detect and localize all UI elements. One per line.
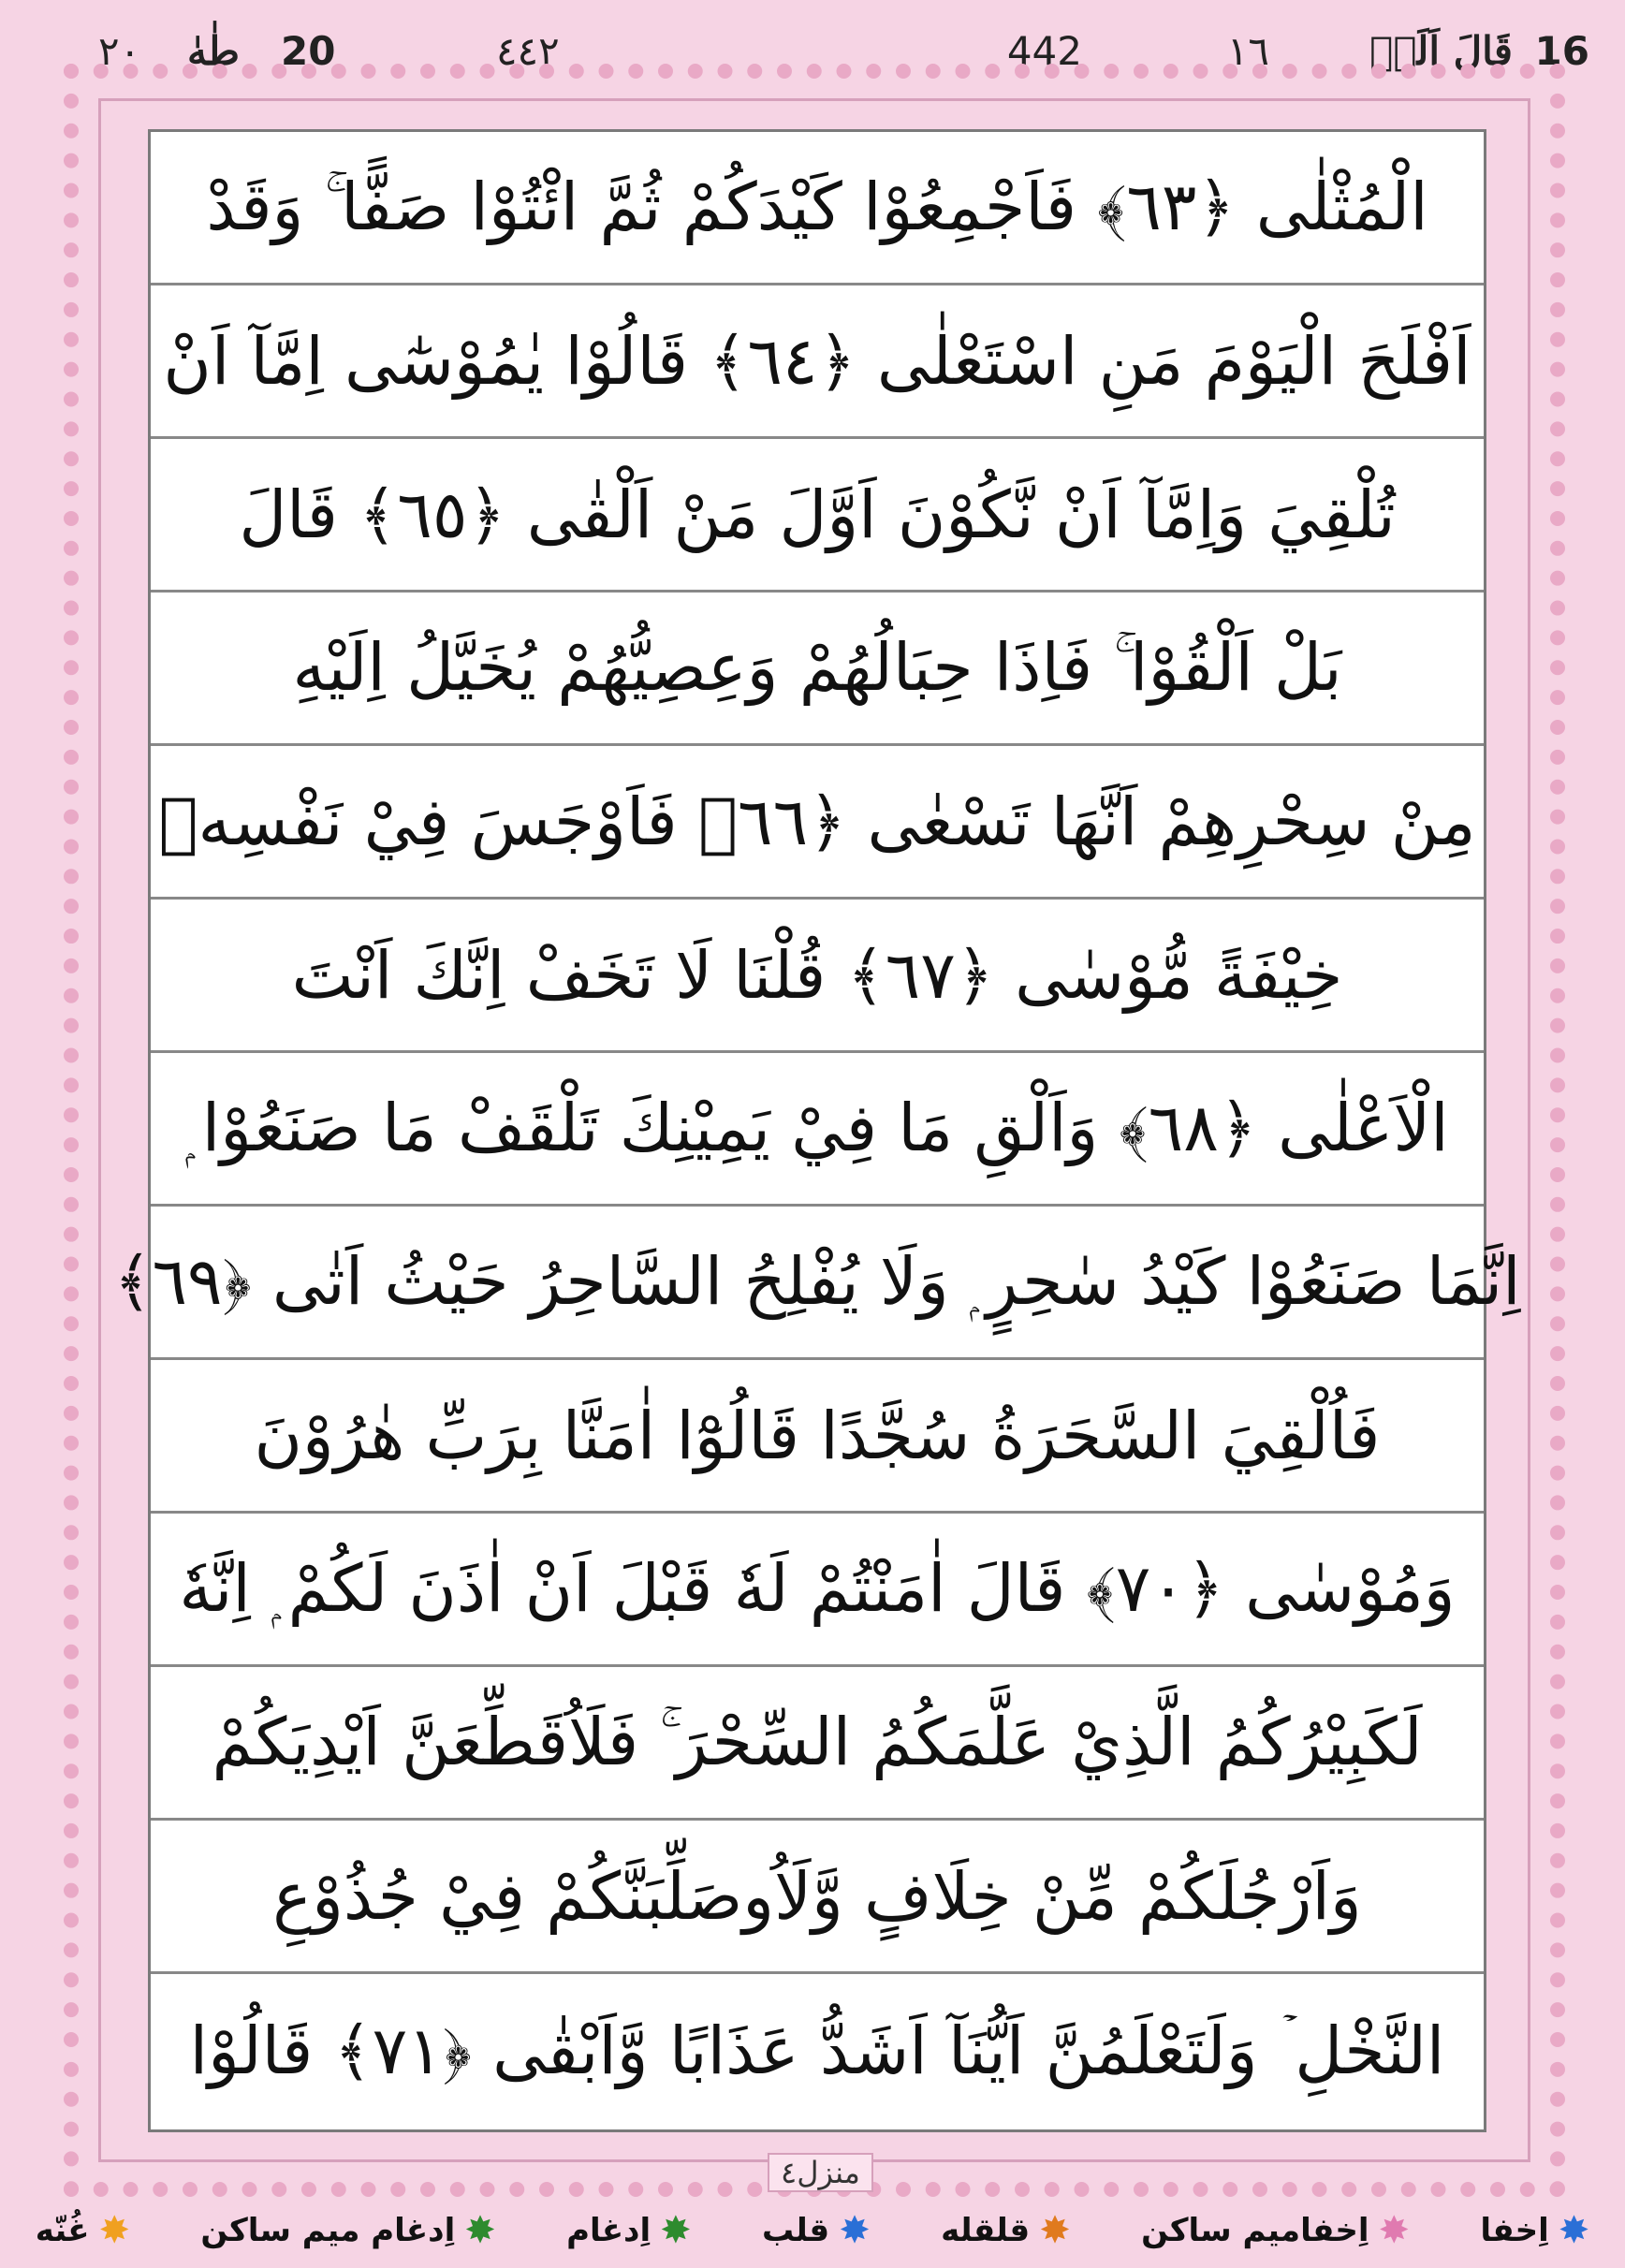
legend-item: [941, 2209, 1071, 2252]
verse-line: النَّخْلِ ۡ وَلَتَعْلَمُنَّ اَيُّنَآ اَشَدُّ عَذَابًا وَّاَبْقٰى ﴿٧١﴾ قَالُوْا: [189, 2012, 1445, 2089]
legend-label: اِدغام میم ساکن: [200, 2212, 456, 2249]
juz-number-arabic: ١٦: [1226, 28, 1269, 74]
verse-line: تُلْقِيَ وَاِمَّآ اَنْ نَّكُوْنَ اَوَّلَ مَنْ اَلْقٰى ﴿٦٥﴾ قَالَ: [151, 439, 1484, 593]
legend-label: اِدغام: [566, 2212, 651, 2249]
verse-line: اِنَّمَا صَنَعُوْا كَيْدُ سٰحِرٍ ۭ وَلَا يُفْلِحُ السَّاحِرُ حَيْثُ اَتٰى ﴿٦٩﴾: [151, 1207, 1484, 1360]
page-header: [0, 0, 1625, 103]
decorative-border: [98, 98, 1530, 2162]
page-number: 442: [1006, 28, 1082, 74]
verse-line: الْمُثْلٰى ﴿٦٣﴾ فَاَجْمِعُوْا كَيْدَكُمْ ثُمَّ ائْتُوْا صَفًّا ۚ وَقَدْ: [151, 132, 1484, 285]
legend-label: اِخفامیم ساکن: [1141, 2212, 1369, 2249]
verse-line: فَاُلْقِيَ السَّحَرَةُ سُجَّدًا قَالُوْٓا اٰمَنَّا بِرَبِّ هٰرُوْنَ: [151, 1360, 1484, 1514]
surah-number-arabic: ٢٠: [98, 28, 141, 74]
legend-item: [200, 2209, 496, 2252]
surah-number: 20: [281, 28, 336, 74]
page-number-arabic: ٤٤٢: [496, 28, 560, 74]
juz-number: 16: [1534, 28, 1589, 74]
legend-item: [1480, 2209, 1590, 2252]
star-icon: ✸: [1378, 2209, 1411, 2252]
juz-name: قَالَ اَلَمۡ: [1369, 28, 1513, 74]
legend-label: اِخفا: [1480, 2212, 1549, 2249]
manzil-label: منزل٤: [768, 2153, 873, 2192]
legend-label: قلب: [762, 2212, 830, 2249]
verse-line: خِيْفَةً مُّوْسٰى ﴿٦٧﴾ قُلْنَا لَا تَخَفْ اِنَّكَ اَنْتَ: [151, 900, 1484, 1053]
verse-line: وَاَرْجُلَكُمْ مِّنْ خِلَافٍ وَّلَاُوصَلِّبَنَّكُمْ فِيْ جُذُوْعِ: [151, 1821, 1484, 1974]
surah-name: طٰهٰ: [187, 28, 240, 74]
star-icon: ✸: [98, 2209, 131, 2252]
star-icon: ✸: [464, 2209, 496, 2252]
star-icon: ✸: [1558, 2209, 1590, 2252]
tajweed-legend: [0, 2198, 1625, 2263]
verse-line: الْاَعْلٰى ﴿٦٨﴾ وَاَلْقِ مَا فِيْ يَمِيْنِكَ تَلْقَفْ مَا صَنَعُوْا ۭ: [151, 1053, 1484, 1207]
legend-item: [35, 2209, 131, 2252]
legend-item: [566, 2209, 692, 2252]
star-icon: ✸: [1039, 2209, 1071, 2252]
verse-line: بَلْ اَلْقُوْا ۚ فَاِذَا حِبَالُهُمْ وَعِصِيُّهُمْ يُخَيَّلُ اِلَيْهِ: [151, 593, 1484, 746]
verse-line: لَكَبِيْرُكُمُ الَّذِيْ عَلَّمَكُمُ السِّحْرَ ۚ فَلَاُقَطِّعَنَّ اَيْدِيَكُمْ: [151, 1667, 1484, 1821]
star-icon: ✸: [660, 2209, 692, 2252]
legend-label: قلقله: [941, 2212, 1031, 2249]
verse-line: اَفْلَحَ الْيَوْمَ مَنِ اسْتَعْلٰى ﴿٦٤﴾ قَالُوْا يٰمُوْسٰٓى اِمَّآ اَنْ: [151, 285, 1484, 439]
legend-item: [762, 2209, 871, 2252]
star-icon: ✸: [839, 2209, 871, 2252]
verse-line: مِنْ سِحْرِهِمْ اَنَّهَا تَسْعٰى ﴿٦٦﴾ فَاَوْجَسَ فِيْ نَفْسِهٖ: [151, 746, 1484, 900]
verse-line: وَمُوْسٰى ﴿٧٠﴾ قَالَ اٰمَنْتُمْ لَهٗ قَبْلَ اَنْ اٰذَنَ لَكُمْ ۭ اِنَّهٗ: [151, 1514, 1484, 1667]
quran-text-area: [113, 129, 1521, 2132]
legend-item: [1141, 2209, 1411, 2252]
legend-label: غُنّه: [35, 2212, 90, 2249]
